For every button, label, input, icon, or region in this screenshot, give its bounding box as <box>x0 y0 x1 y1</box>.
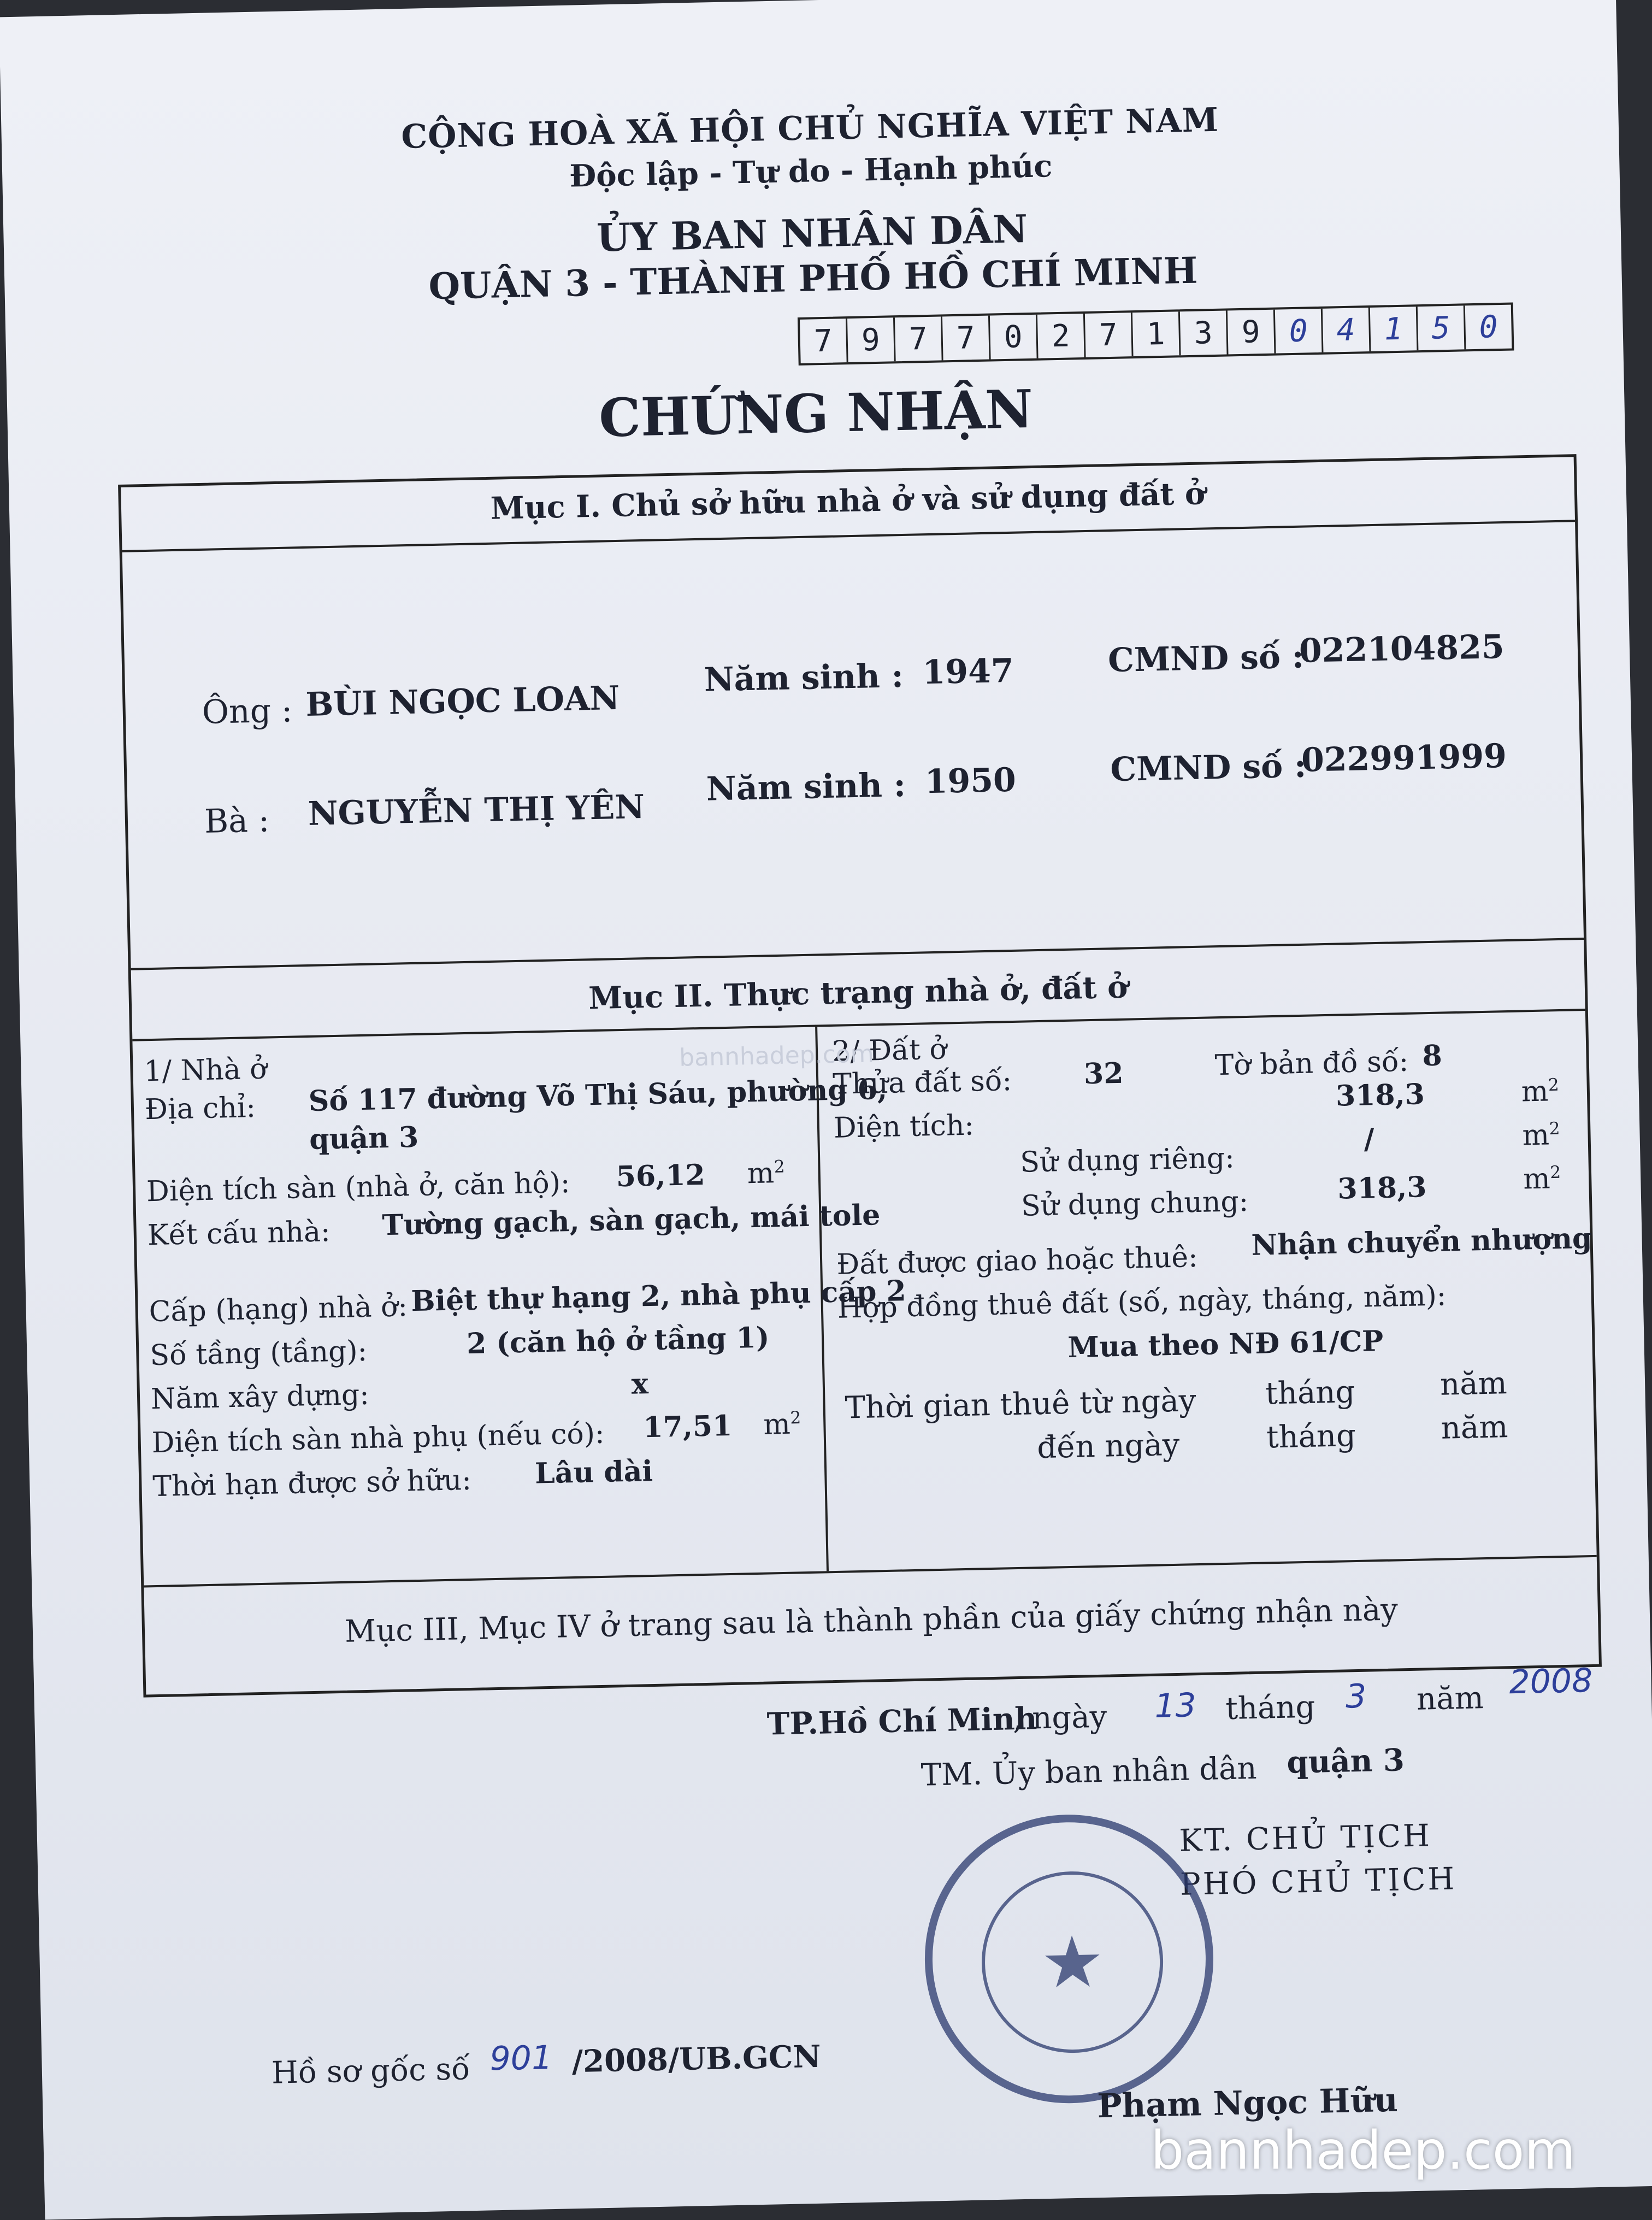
address-line2: quận 3 <box>309 1120 419 1156</box>
serial-digit: 7 <box>1085 313 1134 357</box>
shared-use-value: 318,3 <box>1337 1170 1427 1206</box>
private-use-value: / <box>1364 1122 1375 1156</box>
grade-value: Biệt thự hạng 2, nhà phụ cấp 2 <box>410 1274 907 1318</box>
floor-area-label: Diện tích sàn (nhà ở, căn hộ): <box>146 1167 571 1209</box>
star-emblem-icon: ★ <box>980 1870 1165 2055</box>
record-number: 901 <box>489 2039 553 2078</box>
lease-from-label: Thời gian thuê từ ngày <box>845 1383 1197 1426</box>
year-label: năm <box>1416 1680 1484 1717</box>
month-label: tháng <box>1225 1689 1315 1727</box>
owner2-title: Bà : <box>204 801 270 841</box>
serial-digit: 7 <box>895 316 943 361</box>
signer-role-1: KT. CHỦ TỊCH <box>1178 1818 1432 1859</box>
serial-digit: 1 <box>1370 307 1419 351</box>
owner1-birth-label: Năm sinh : <box>704 657 904 699</box>
structure-label: Kết cấu nhà: <box>147 1215 331 1252</box>
owner2-id-number: 022991999 <box>1301 737 1507 780</box>
signing-month: 3 <box>1345 1677 1367 1716</box>
private-use-label: Sử dụng riêng: <box>1019 1141 1235 1179</box>
floor-area-unit: $m^2$ <box>747 1157 786 1191</box>
allocation-value: Nhận chuyển nhượng <box>1251 1221 1592 1262</box>
plot-label: Thửa đất số: <box>832 1064 1012 1101</box>
house-heading: 1/ Nhà ở <box>143 1052 268 1088</box>
lease-to-month: tháng <box>1266 1417 1356 1456</box>
owner2-birth-label: Năm sinh : <box>706 765 906 809</box>
lease-contract-label: Hợp đồng thuê đất (số, ngày, tháng, năm): <box>837 1279 1447 1325</box>
owner2-birth-year: 1950 <box>924 761 1017 802</box>
section2-heading: Mục II. Thực trạng nhà ở, đất ở <box>588 969 1128 1017</box>
plot-value: 32 <box>1083 1056 1124 1091</box>
land-area-unit: $m^2$ <box>1521 1075 1560 1109</box>
section1-heading: Mục I. Chủ sở hữu nhà ở và sử dụng đất ở <box>490 475 1206 527</box>
land-area-label: Diện tích: <box>833 1109 975 1145</box>
lease-from-year: năm <box>1439 1365 1508 1403</box>
grade-label: Cấp (hạng) nhà ở: <box>149 1290 408 1329</box>
signing-city: TP.Hồ Chí Minh <box>766 1700 1037 1742</box>
certificate-title: CHỨNG NHẬN <box>598 378 1034 449</box>
map-value: 8 <box>1421 1039 1443 1073</box>
signer-name: Phạm Ngọc Hữu <box>1096 2081 1399 2126</box>
serial-digit: 0 <box>1275 309 1324 354</box>
serial-digit: 0 <box>1479 309 1498 345</box>
serial-digit: 2 <box>1037 314 1086 358</box>
official-seal <box>922 1812 1216 2106</box>
lease-contract-value: Mua theo NĐ 61/CP <box>1067 1324 1384 1364</box>
serial-number-box <box>798 303 1514 366</box>
floor-area-value: 56,12 <box>616 1158 706 1194</box>
aux-area-unit: $m^2$ <box>763 1408 801 1441</box>
signing-day: 13 <box>1154 1686 1197 1726</box>
serial-digit: 0 <box>990 315 1039 360</box>
floors-value: 2 (căn hộ ở tầng 1) <box>466 1321 770 1361</box>
serial-digit: 5 <box>1418 305 1466 350</box>
serial-digit: 7 <box>942 316 991 361</box>
address-label: Địa chỉ: <box>144 1091 256 1127</box>
structure-value: Tường gạch, sàn gạch, mái tole <box>381 1198 881 1243</box>
ownership-term-label: Thời hạn được sở hữu: <box>152 1463 472 1504</box>
authority-heading: ỦY BAN NHÂN DÂN <box>596 206 1028 261</box>
allocation-label: Đất được giao hoặc thuê: <box>836 1240 1199 1281</box>
footer-note: Mục III, Mục IV ở trang sau là thành phần của giấy chứng nhận này <box>344 1592 1399 1650</box>
map-label: Tờ bản đồ số: <box>1214 1045 1409 1082</box>
owner1-id-number: 022104825 <box>1299 627 1505 670</box>
private-use-unit: $m^2$ <box>1521 1118 1560 1152</box>
certificate-table <box>118 454 1602 1697</box>
committee-district: quận 3 <box>1286 1742 1405 1781</box>
owner2-name: NGUYỄN THỊ YÊN <box>308 788 645 833</box>
record-label: Hồ sơ gốc số <box>271 2051 471 2091</box>
signing-year: 2008 <box>1508 1662 1593 1702</box>
owner1-title: Ông : <box>202 691 293 732</box>
lease-to-year: năm <box>1441 1409 1508 1446</box>
shared-use-unit: $m^2$ <box>1523 1162 1561 1196</box>
land-heading: 2/ Đất ở <box>831 1033 947 1068</box>
aux-area-value: 17,51 <box>642 1409 733 1445</box>
day-label: , ngày <box>1012 1699 1107 1737</box>
serial-digit: 3 <box>1180 310 1229 355</box>
serial-digit: 9 <box>1228 310 1276 355</box>
built-year-label: Năm xây dựng: <box>150 1378 370 1416</box>
ownership-term-value: Lâu dài <box>534 1454 653 1491</box>
owner1-birth-year: 1947 <box>922 651 1014 692</box>
divider <box>144 1555 1597 1588</box>
owner2-id-label: CMND số : <box>1110 746 1307 790</box>
owner1-name: BÙI NGỌC LOAN <box>305 679 621 724</box>
built-year-value: x <box>631 1367 649 1401</box>
lease-from-month: tháng <box>1265 1374 1355 1412</box>
serial-digit: 1 <box>1132 311 1181 356</box>
serial-digit: 9 <box>847 317 896 362</box>
address-line1: Số 117 đường Võ Thị Sáu, phường 6, <box>308 1072 888 1118</box>
site-watermark: bannhadep.com <box>1150 2120 1576 2181</box>
nation-heading: CỘNG HOÀ XÃ HỘI CHỦ NGHĨA VIỆT NAM <box>400 101 1219 157</box>
lease-to-label: đến ngày <box>1036 1427 1181 1466</box>
land-area-value: 318,3 <box>1335 1077 1425 1113</box>
motto: Độc lập - Tự do - Hạnh phúc <box>569 148 1053 195</box>
owner1-id-label: CMND số : <box>1107 637 1305 680</box>
floors-label: Số tầng (tầng): <box>149 1334 368 1373</box>
aux-area-label: Diện tích sàn nhà phụ (nếu có): <box>151 1417 605 1460</box>
district-heading: QUẬN 3 - THÀNH PHỐ HỒ CHÍ MINH <box>428 249 1199 308</box>
watermark-faint: bannhadep.com <box>678 1040 875 1072</box>
record-suffix: /2008/UB.GCN <box>571 2038 822 2080</box>
shared-use-label: Sử dụng chung: <box>1020 1185 1249 1223</box>
committee-label: TM. Ủy ban nhân dân <box>921 1750 1258 1793</box>
serial-digit: 4 <box>1323 308 1371 352</box>
serial-digit: 7 <box>800 319 848 363</box>
signer-role-2: PHÓ CHỦ TỊCH <box>1179 1861 1457 1903</box>
